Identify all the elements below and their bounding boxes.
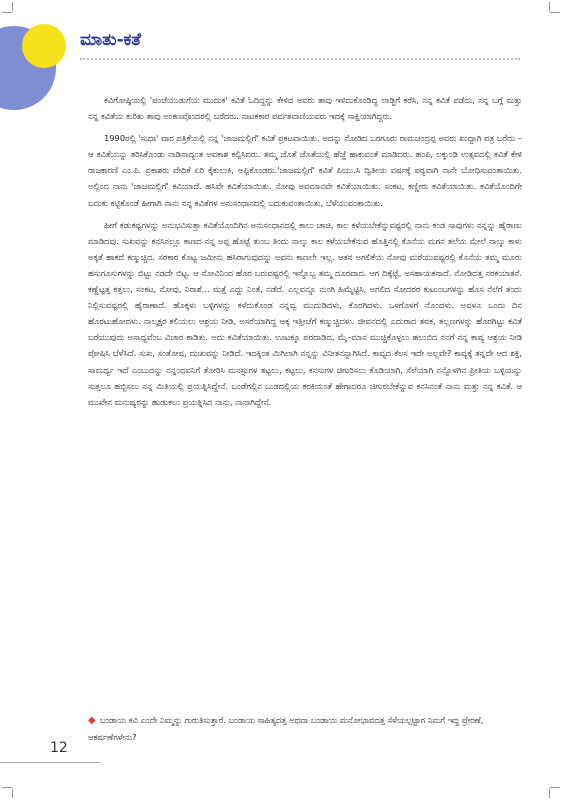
- article-body: [88, 92, 522, 416]
- paragraph-3: ಹೀಗೆ ಕಡುಕಷ್ಟಗಳನ್ನು ಅನುಭವಿಸುತ್ತಾ ಕವಿತೆಯೊಂದಿಗಿನ ಅನುಸಂಧಾನದಲ್ಲಿ ಕಾಲು ಚಾಚಿ, ಕಾಲ ಕಳೆಯಬೇಕೆನ್ನುವಷ್ಟರಲ್ಲಿ ನಾನು ಕಂಡ ಸಾವುಗಳು ನನ್ನನ್ನು ಹೈರಾಣು ಮಾಡಿದವು. ಸುಖವನ್ನು ಕನಸಿನಲ್ಲೂ ಕಾಣದ ನನ್ನ ಅಪ್ಪ ಹೊಟ್ಟೆ ತುಂಬ ತಿಂದು ನಾಲ್ಕು ಕಾಲ ಕಳೆಯಬೇಕೆನುವ ಹೊತ್ತಿನಲ್ಲಿ ಕೊನೆಯ ಮಗನ ತಲೆಯ ಮೇಲೆ ನಾಲ್ಕು ಕಾಳು ಅಕ್ಕತೆ ಹಾಕದೆ ಕಣ್ಮುಚ್ಚಿದ. ಸರಕಾರ ಕೊಟ್ಟ ಜಮೀನು ಹಸಿರಾಗುವುದನ್ನು ಅವನು ಕಾಣಲೇ ಇಲ್ಲ. ಆತನ ಅಗಲಿಕೆಯ ನೋವು ಮರೆಯುವಷ್ಟರಲ್ಲಿ ಕೊನೆಯ ತಮ್ಮ ಮೂರು ಹಸುಗೂಸುಗಳನ್ನು ಬಿಟ್ಟು ನಡದೇ ಬಿಟ್ಟ. ಆ ನೋವಿನಿಂದ ಹೊರ ಬರುವಷ್ಟರಲ್ಲಿ ಇನ್ನೊಬ್ಬ ತಮ್ಮ ದೂರವಾದ. ಆಗ ದಿಕ್ಕೆಟ್ಟೆ, ಅಸಹಾಯಕನಾದೆ. ನೋಡಿದತ್ತ ನರಕಯಾತನೆ. ಕಣ್ಣೆಟ್ಟತ್ತ ಕತ್ತಲು, ಸಂಕಟ, ನೋವು, ನಿರಾಶೆ... ಮತ್ತೆ ಎದ್ದು ನಿಂತೆ, ನಡೆದೆ. ಎಲ್ಲವನ್ನೂ ನುಂಗಿ ಹಿಮ್ಮೆಟ್ಟಿಸಿ, ಅಗಲಿದ ಸೋದರರ ಕುಟುಂಬಗಳನ್ನು ಹೊಸ ನೆಲೆಗೆ ತಂದು ನಿಲ್ಲಿಸುವಷ್ಟರಲ್ಲಿ ಹೈರಾಣಾದೆ. ಹೊಕ್ಕಳು ಬಳ್ಳಿಗಳನ್ನು ಕಳೆದುಕೊಂಡ ನನ್ನವ್ವ ಮುದುಡಿದಳು, ಕೊರಗಿದಳು. ಒಳಗೊಳಗೆ ನೊಂದಳು. ಅವಳೂ ಒಂದು ದಿನ ಹೊರಟುಹೋದಳು. ನಾಲ್ಕಕ್ಷರ ಕಲಿಯಲು ಆಶ್ರಯ ನೀಡಿ, ಅಸರೆಯಾಗಿದ್ದ ಅಕ್ಕ ಇತ್ತೀಚೆಗೆ ಕಣ್ಮುಚ್ಚಿದಳು. ಜೀವನದಲ್ಲಿ ಎದುರಾದ ತವಕ, ತಲ್ಲಣಗಳನ್ನು ಹೊರಗಿಟ್ಟು ಕವಿತೆ ಬರೆಯುವುದು ಅಸಾಧ್ಯವೆಂಬ ವಿಚಾರ ಕಾಡಿತು. ಅದು ಕವಿತೆಯಾಯಿತು. ಊಟಕ್ಕೂ ಪರದಾಡಿದ, ಮೈ–ಮಾನ ಮುಚ್ಚಿಕೊಳ್ಳಲು ಹಲುಬಿದ ನನಗೆ ನನ್ನ ಕಾವ್ಯ ಆಶ್ರಯ ನೀಡಿ ಪೋಷಿಸಿ ಬೆಳೆಸಿದೆ. ಸುಖ, ಸಂತೋಷ, ದುಃಖವನ್ನು ನೀಡಿದೆ. ಇದಕ್ಕಿಂತ ಮಿಗಿಲಾಗಿ ನನ್ನನ್ನು ವಿನೀತನನ್ನಾಗಿಸಿದೆ. ಕಾವ್ಯದ ಕೆಲಸ ಇದೇ ಅಲ್ಲವೇ? ಕಾವ್ಯಕ್ಕೆ ತನ್ನದೇ ಆದ ಶಕ್ತಿ, ಸಾಮರ್ಥ್ಯ ಇದೆ ಎಂಬುದನ್ನು ನನ್ನಂಥವನಿಗೆ ತೋರಿಸಿ ಮನಸ್ಸುಗಳ ತಟ್ಟಲು, ಕಟ್ಟಲು, ಕನಸುಗಳ ಚಿಗುರಿಸಲು ಕೊಡಿಯಾಗಿ, ಸೆಲೆಯಾಗಿ ನನ್ನೊಳಗಿನ ಪ್ರೀತಿಯ ಬಳ್ಳಿಯನ್ನು ಸುತ್ತಲೂ ಹಬ್ಬಿಸಲು ನನ್ನ ಮಿತಿಯಲ್ಲಿ ಪ್ರಯತ್ನಿಸಿದ್ದೇನೆ. ಬಂಡೆಗಲ್ಲಿನ ಬುಡದಲ್ಲಿಯ ಕರಕಿಯಂತೆ ಹೇಗಾದರೂ ಚಿಗುರಬೇಕೆನ್ನುವ ಕನಸಿನಂತೆ ನಾನು ಮತ್ತು ನನ್ನ ಕವಿತೆ. ಆ ಮುಖೇನ ಮನುಷ್ಯರನ್ನು ಹುಡುಕಲು ಪ್ರಯತ್ನಿಸಿದ ನಾನು, ನಾನಾಗಿದ್ದೇನೆ.: [88, 219, 522, 407]
- page-number: 12: [50, 740, 68, 756]
- decorative-yellow-circle: [22, 24, 66, 68]
- question-text: ಬಂಡಾಯ ಕವಿ ಎಂದೇ ನಿಮ್ಮನ್ನು ಗುರುತಿಸುತ್ತಾರೆ. ಬಂಡಾಯ ಸಾಹಿತ್ಯದತ್ತ ಅಥವಾ ಬಂಡಾಯ ಮನೋಭಾವದತ್ತ ಸೆಳೆಯಲ್ಪಟ್ಟಾಗ ನಿಮಗೆ ಇದ್ದ ಪ್ರೇರಣೆ, ಆಕರ್ಷಣೆಗಳೇನು?: [88, 715, 484, 742]
- paragraph-2: 1990ರಲ್ಲಿ 'ಸುಧಾ' ವಾರ ಪತ್ರಿಕೆಯಲ್ಲಿ ನನ್ನ 'ಜಾಜಮಲ್ಲಿಗೆ' ಕವಿತೆ ಪ್ರಕಟವಾಯಿತು. ಅದನ್ನು ನೋಡಿದ ಬರಗೂರು ರಾಮಚಂದ್ರಪ್ಪ ಅವರು ಖುದ್ದಾಗಿ ಪತ್ರ ಬರೆದು – ಆ ಕವಿತೆಯನ್ನು ತರಿಸಿಕೊಂಡು ನಾಡಿನಾದ್ಯಂತ ಅವಕಾಶ ಕಲ್ಪಿಸಿದರು. ತಮ್ಮ ಜೊತೆ ಜೊತೆಯಲ್ಲಿ ಹೆಜ್ಜೆ ಹಾಕುವಂತೆ ಮಾಡಿದರು. ಹಂಪಿ, ಲಕ್ಕುಂಡಿ ಉತ್ಸವದಲ್ಲಿ ಕವಿತೆ ಕೇಳಿ ರಾಜಕಾರಣಿ ಎಂ.ಪಿ. ಪ್ರಕಾಶರು ವೇದಿಕೆ ಏರಿ ಕೈಕುಲುಕಿ, ಅಪ್ಪಿಕೊಂಡರು.'ಜಾಜಮಲ್ಲಿಗೆ' ಕವಿತೆ ಪಿಯು.ಸಿ ದ್ವಿತೀಯ ವರ್ಷಕ್ಕೆ ಪಠ್ಯವಾಗಿ ನಾನೇ ಬೋಧಿಸುವಂತಾಯಿತು. ಅಲ್ಲಿಂದ ನಾನು 'ಜಾಜಮಲ್ಲಿಗೆ' ಕವಿಯಾದೆ. ಹಸಿವೇ ಕವಿತೆಯಾಯಿತು. ನೋವು ಅವಮಾನವೇ ಕವಿತೆಯಾಯಿತು. ಸಂಕಟ, ಕಣ್ಣೀರು ಕವಿತೆಯಾಯಿತು. ಕವಿತೆಯೊಂದಿಗೇ ಬದುಕು ಕಟ್ಟಿಕೊಂಡೆ ಹೀಗಾಗಿ ನಾನು ನನ್ನ ಕವಿತೆಗಳ ಅನುಸಂಧಾನದಲ್ಲಿ ಬದುಕುವಂತಾಯಿತು, ಬೆಳೆಯುವಂತಾಯಿತು.: [88, 133, 522, 208]
- diamond-bullet-icon: ◆: [88, 715, 96, 726]
- crop-mark: [12, 2, 13, 12]
- crop-mark: [2, 12, 12, 13]
- crop-mark: [549, 2, 550, 12]
- crop-mark: [550, 12, 560, 13]
- title-divider: [80, 58, 520, 60]
- interview-question: [88, 712, 528, 746]
- crop-mark: [12, 788, 13, 798]
- crop-mark: [2, 787, 12, 788]
- footer-divider: [0, 762, 100, 763]
- section-title: ಮಾತು-ಕತೆ: [80, 30, 141, 50]
- crop-mark: [549, 788, 550, 798]
- crop-mark: [550, 787, 560, 788]
- paragraph-1: ಕವಿಗೋಷ್ಠಿಯಲ್ಲಿ 'ಪಂಜೆಯುಡುಗೆಯ ಮುದುಕ' ಕವಿತೆ ಓದಿದ್ದನ್ನು ಕೇಳಿದ ಅವರು ತಾವು ಇಳಿದುಕೊಂಡಿದ್ದ ಲಾಡ್ಜಿಗೆ ಕರೆಸಿ, ನನ್ನ ಕವಿತೆ ಪಡೆದು, ನನ್ನ ಬಗ್ಗೆ ಮತ್ತು ನನ್ನ ಕವಿತೆಯ ಕುರಿತು ತಾವು ಅಂಕಣವೊಂದರಲ್ಲಿ ಬರೆದರು. ನಾಟಕಕಾರ ಪರ್ವತವಾಣಿಯವರು ಇದಕ್ಕೆ ಸಾಕ್ಷಿಯಾಗಿದ್ದರು.: [88, 95, 522, 122]
